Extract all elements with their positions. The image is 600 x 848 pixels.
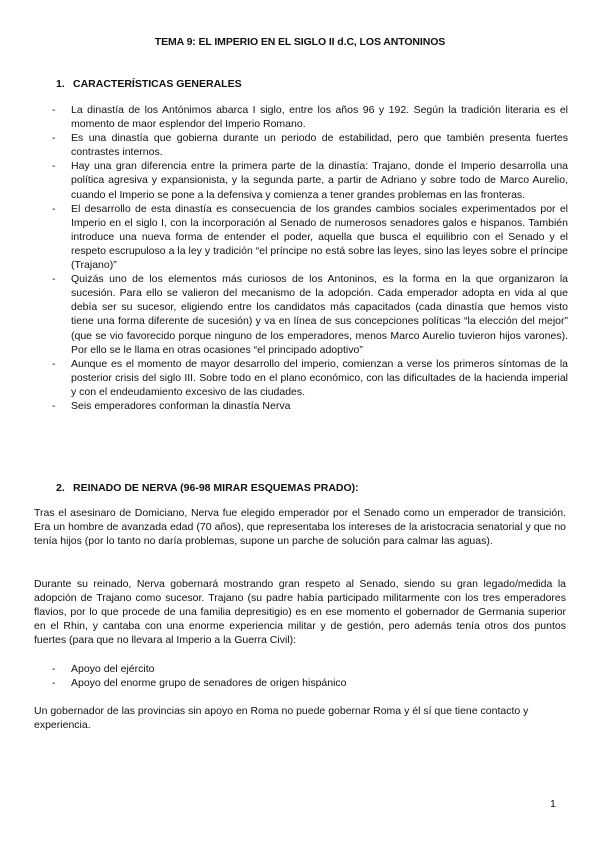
list-item: - Quizás uno de los elementos más curiosos de los Antoninos, es la forma en la que organizaron la sucesión. Para ello se valieron del mecanismo de la adopción. Cada emperador adopta en vida al que debía ser su sucesor, eligiendo entre los candidatos más capacitados (cada dinastía que hemos visto tiene una forma diferente de sucesión) y va en línea de sus concepciones políticas “la elección del mejor” (que se vio favorecido porque ninguno de los emperadores, menos Marco Aurelio tuvieron hijos varones). Por ello se le llama en otras ocasiones “el principado adoptivo”: [52, 272, 568, 357]
section-1-title: CARACTERÍSTICAS GENERALES: [73, 78, 242, 90]
section-2-bullet-list: [52, 662, 568, 690]
list-item: - Es una dinastía que gobierna durante un periodo de estabilidad, pero que también presenta fuertes contrastes internos.: [52, 131, 568, 159]
list-item: - Apoyo del enorme grupo de senadores de origen hispánico: [52, 676, 568, 690]
list-item: - El desarrollo de esta dinastía es consecuencia de los grandes cambios sociales experimentados por el Imperio en el siglo I, con la incorporación al Senado de numerosos senadores galos e hispanos. También introduce una nueva forma de entender el poder, aquella que busca el equilibrio con el Senado y el respeto escrupuloso a la ley y tradición “el príncipe no está sobre las leyes, sino las leyes sobre el príncipe (Trajano)”: [52, 202, 568, 272]
list-item: - Seis emperadores conforman la dinastía Nerva: [52, 399, 568, 413]
list-item: - Apoyo del ejército: [52, 662, 568, 676]
page-number: 1: [550, 798, 556, 810]
list-item: - Hay una gran diferencia entre la primera parte de la dinastía: Trajano, donde el Imperio desarrolla una política agresiva y expansionista, y la segunda parte, a partir de Adriano y sobre todo de Marco Aurelio, cuando el Imperio se pone a la defensiva y comienza a tener grandes problemas en las fronteras.: [52, 159, 568, 201]
section-2-number: 2.: [56, 482, 65, 494]
section-2-title: REINADO DE NERVA (96-98 MIRAR ESQUEMAS PRADO):: [73, 482, 359, 494]
section-1-heading: [56, 78, 242, 90]
section-2-paragraph-3: Un gobernador de las provincias sin apoyo en Roma no puede gobernar Roma y él sí que tiene contacto y experiencia.: [34, 705, 529, 732]
document-title: TEMA 9: EL IMPERIO EN EL SIGLO II d.C, LOS ANTONINOS: [154, 36, 446, 48]
section-2-heading: [56, 482, 359, 494]
list-item: - La dinastía de los Antónimos abarca I siglo, entre los años 96 y 192. Según la tradición literaria es el momento de maor esplendor del Imperio Romano.: [52, 103, 568, 131]
section-2-paragraph-1: Tras el asesinaro de Domiciano, Nerva fue elegido emperador por el Senado como un emperador de transición. Era un hombre de avanzada edad (70 años), que representaba los intereses de la aristocracia senatorial y que no tenía hijos (por lo tanto no daría problemas, supone un parche de solución para calmar las aguas).: [34, 507, 566, 548]
section-2-paragraph-2: Durante su reinado, Nerva gobernará mostrando gran respeto al Senado, siendo su gran legado/medida la adopción de Trajano como sucesor. Trajano (su padre había participado militarmente con los tres emperadores flavios, por lo que procede de una familia depresitigio) es en ese momento el gobernador de Germania superior en el Rhin, y cantaba con una enorme experiencia militar y de gestión, pero además tenía otros dos puntos fuertes (para que no llevara al Imperio a la Guerra Civil):: [34, 578, 566, 647]
section-1-number: 1.: [56, 78, 65, 90]
section-1-bullet-list: [52, 103, 568, 413]
list-item: - Aunque es el momento de mayor desarrollo del imperio, comienzan a verse los primeros síntomas de la posterior crisis del siglo III. Sobre todo en el plano económico, con las dificultades de la hacienda imperial y con el endeudamiento excesivo de las ciudades.: [52, 357, 568, 399]
